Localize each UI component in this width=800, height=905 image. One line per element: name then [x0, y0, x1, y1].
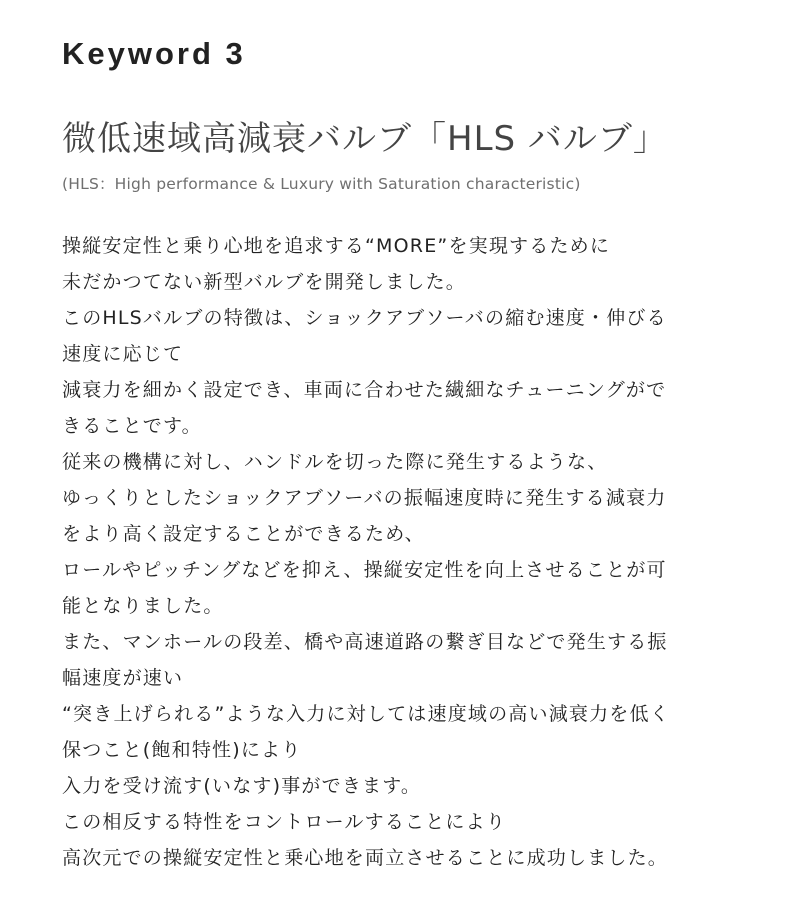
body-line: 未だかつてない新型バルブを開発しました。: [62, 271, 467, 293]
body-line: をより高く設定することができるため、: [62, 523, 425, 545]
body-line: このHLSバルブの特徴は、ショックアブソーバの縮む速度・伸びる: [62, 307, 667, 329]
page-title: 微低速域高減衰バルブ「HLS バルブ」: [62, 119, 668, 159]
page-subtitle: (HLS：High performance & Luxury with Saturation characteristic): [62, 175, 581, 193]
body-line: また、マンホールの段差、橋や高速道路の繋ぎ目などで発生する振: [62, 631, 668, 653]
body-line: 高次元での操縦安定性と乗心地を両立させることに成功しました。: [62, 847, 669, 869]
body-line: 保つこと(飽和特性)により: [62, 739, 302, 761]
body-text: [62, 228, 752, 876]
body-line: 速度に応じて: [62, 343, 184, 365]
body-line: 入力を受け流す(いなす)事ができます。: [62, 775, 422, 797]
body-line: ロールやピッチングなどを抑え、操縦安定性を向上させることが可: [62, 559, 667, 581]
body-line: 幅速度が速い: [62, 667, 184, 689]
body-line: この相反する特性をコントロールすることにより: [62, 811, 507, 833]
body-line: ゆっくりとしたショックアブソーバの振幅速度時に発生する減衰力: [62, 487, 667, 509]
body-line: きることです。: [62, 415, 202, 437]
body-line: 減衰力を細かく設定でき、車両に合わせた繊細なチューニングがで: [62, 379, 667, 401]
body-line: “突き上げられる”ような入力に対しては速度域の高い減衰力を低く: [62, 703, 670, 725]
body-line: 操縦安定性と乗り心地を追求する“MORE”を実現するために: [62, 235, 611, 257]
body-line: 従来の機構に対し、ハンドルを切った際に発生するような、: [62, 451, 608, 473]
keyword-heading: Keyword 3: [62, 36, 246, 71]
body-line: 能となりました。: [62, 595, 224, 617]
